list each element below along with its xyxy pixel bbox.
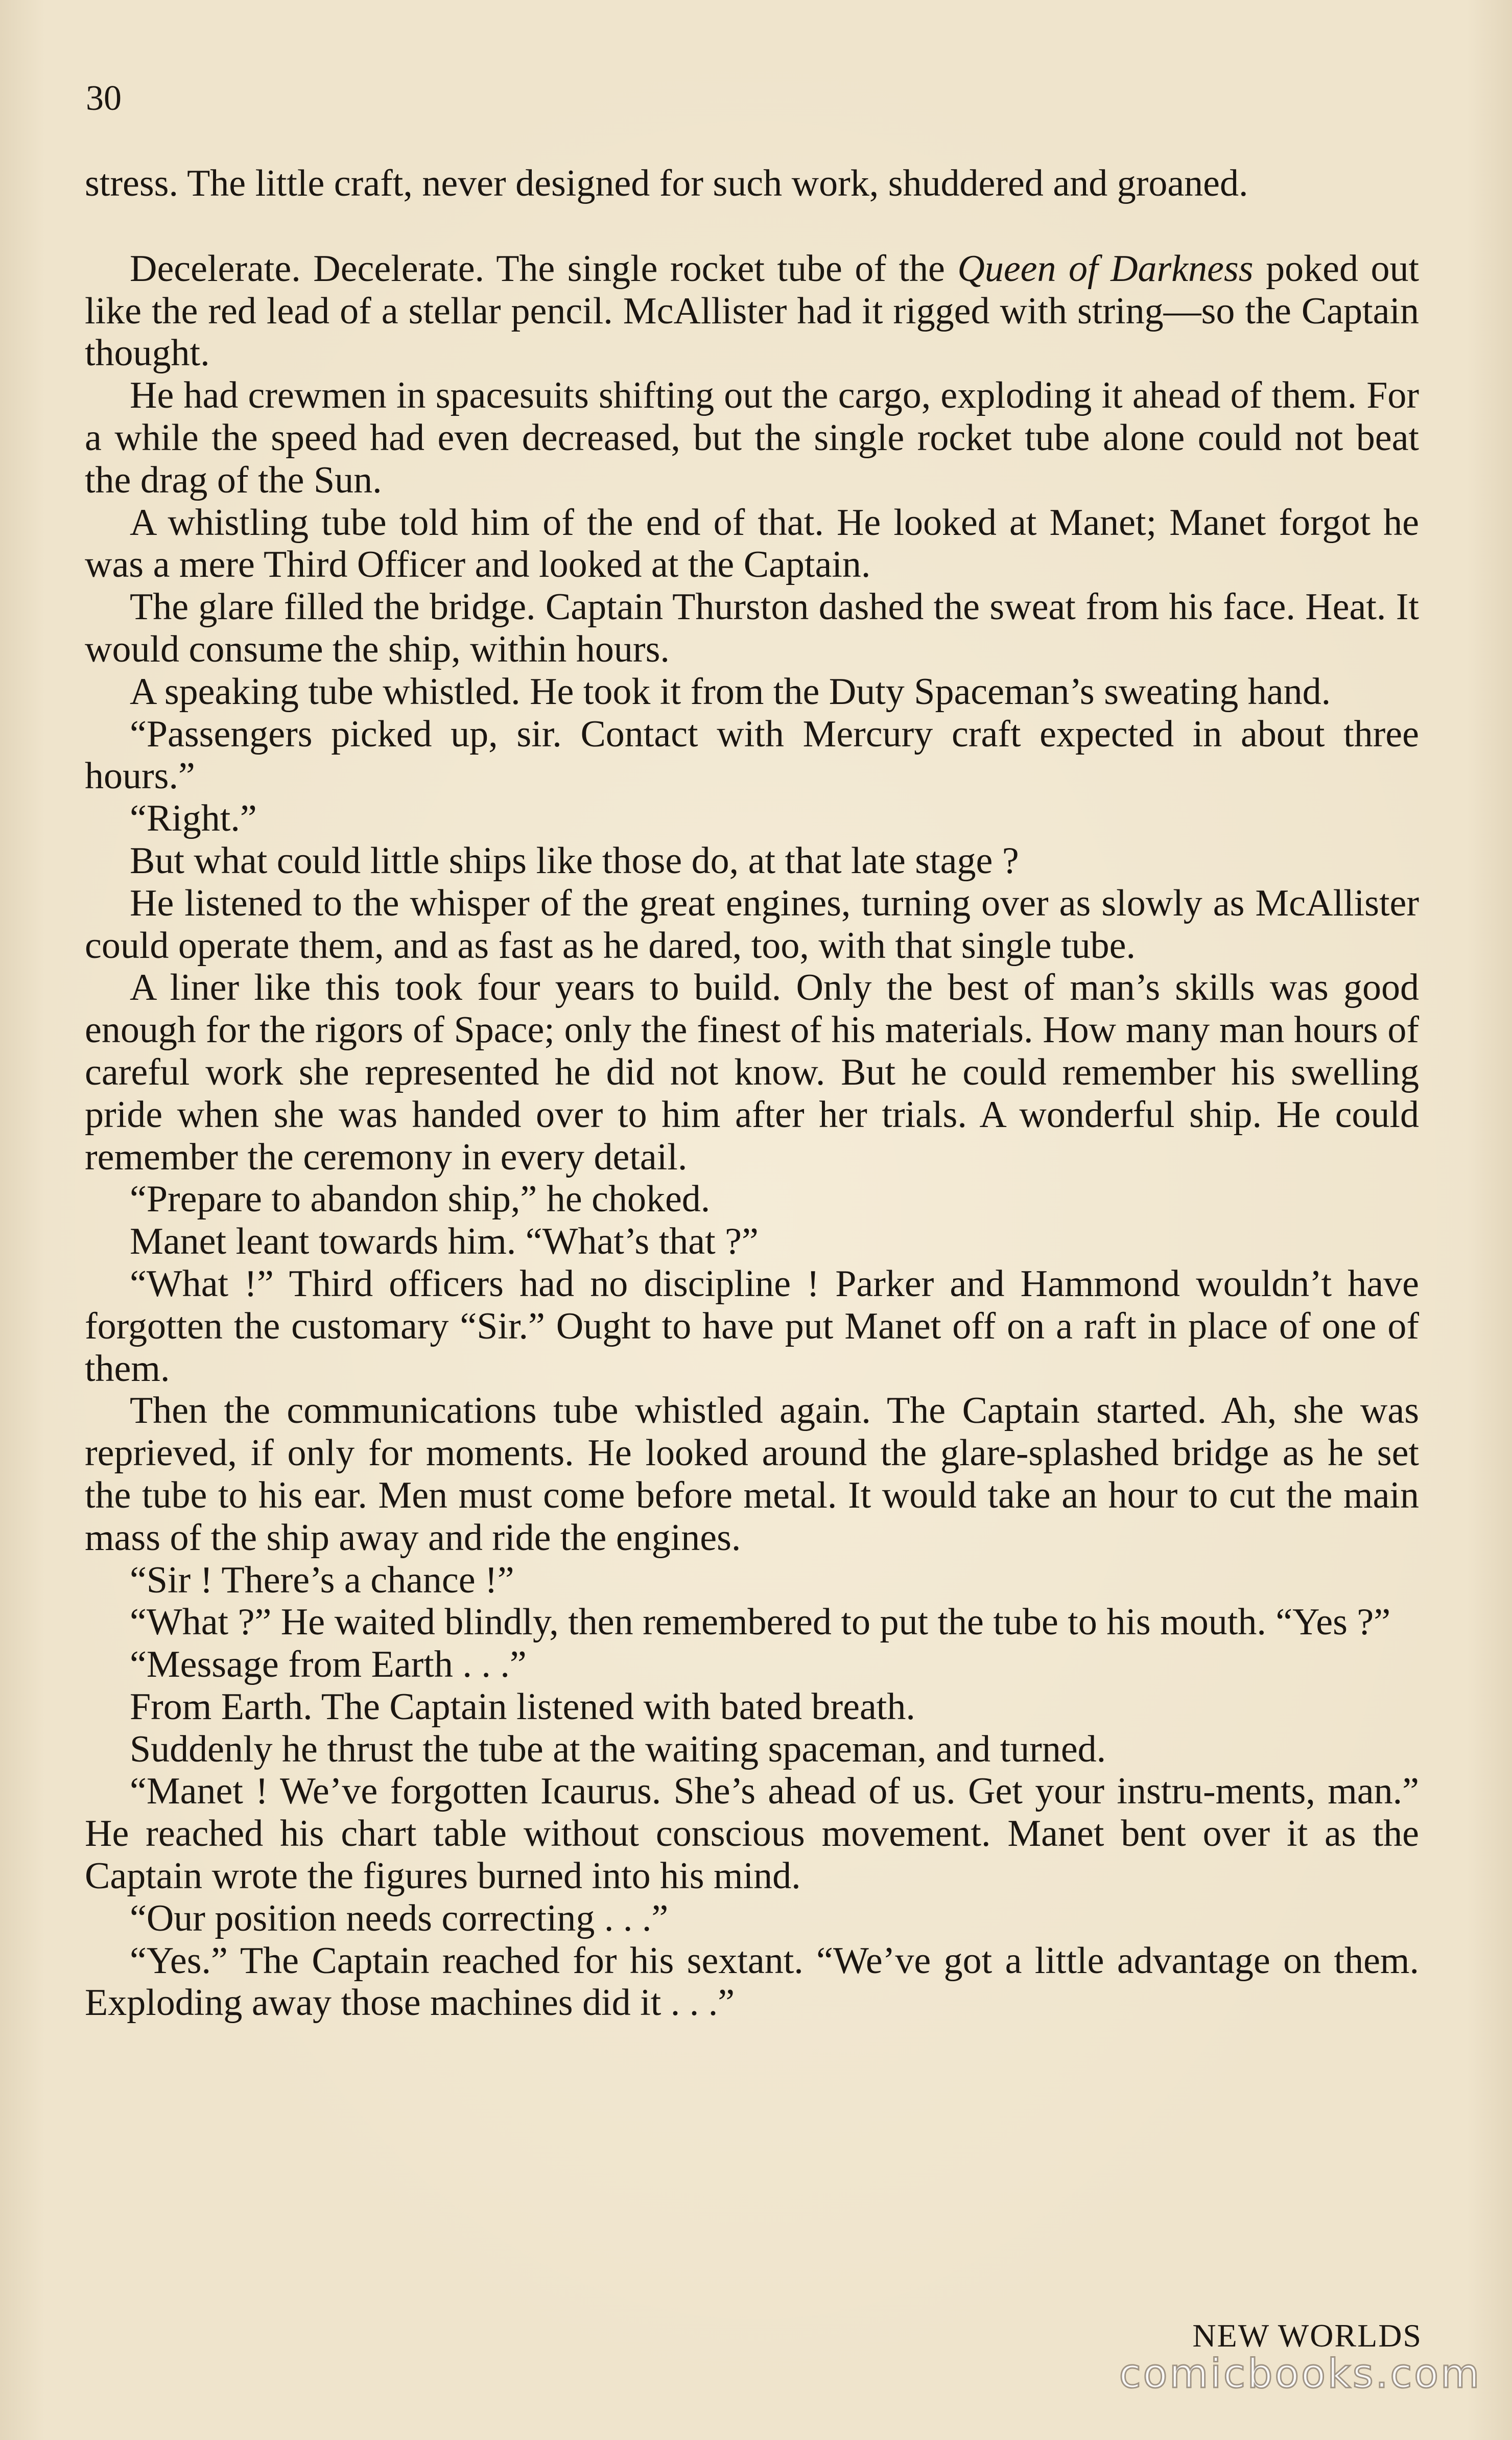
paragraph: A whistling tube told him of the end of that. He looked at Manet; Manet forgot he was a mere Third Officer and looked at the Captain. — [85, 501, 1419, 586]
paragraph: A speaking tube whistled. He took it from the Duty Spaceman’s sweating hand. — [130, 670, 1331, 713]
story-text — [85, 162, 1419, 2024]
paragraph: “Yes.” The Captain reached for his sextant. “We’ve got a little advantage on them. Exploding away those machines did it . . .” — [85, 1939, 1419, 2024]
paragraph: A liner like this took four years to build. Only the best of man’s skills was good enough for the rigors of Space; only the finest of his materials. How many man hours of careful work she represented he did not know. But he could remember his swelling pride when she was handed over to him after her trials. A wonderful ship. He could remember the ceremony in every detail. — [85, 967, 1419, 1178]
paragraph: “What ?” He waited blindly, then remembered to put the tube to his mouth. “Yes ?” — [130, 1601, 1391, 1644]
paragraph-text: Decelerate. Decelerate. The single rocket tube of the — [130, 247, 958, 290]
paragraph: Manet leant towards him. “What’s that ?” — [130, 1221, 759, 1263]
paragraph: “Right.” — [130, 797, 257, 840]
paragraph: Then the communications tube whistled again. The Captain started. Ah, she was reprieved, if only for moments. He looked around the glare-splashed bridge as he set the tube to his ear. Men must come before metal. It would take an hour to cut the main mass of the ship away and ride the engines. — [85, 1390, 1419, 1559]
paragraph: From Earth. The Captain listened with bated breath. — [130, 1685, 915, 1728]
paragraph: The glare filled the bridge. Captain Thurston dashed the sweat from his face. Heat. It would consume the ship, within hours. — [85, 586, 1419, 670]
paragraph-text: poked out like the red lead of a stellar pencil. McAllister had it rigged with string—so the Captain thought. — [85, 247, 1420, 374]
paragraph: “What !” Third officers had no discipline ! Parker and Hammond wouldn’t have forgotten the customary “Sir.” Ought to have put Manet off on a raft in place of one of them. — [85, 1262, 1419, 1390]
page-number: 30 — [86, 79, 122, 118]
paragraph: stress. The little craft, never designed for such work, shuddered and groaned. — [85, 162, 1248, 204]
paragraph: “Passengers picked up, sir. Contact with Mercury craft expected in about three hours.” — [85, 713, 1419, 797]
paragraph: He had crewmen in spacesuits shifting out the cargo, exploding it ahead of them. For a while the speed had even decreased, but the single rocket tube alone could not beat the drag of the Sun. — [85, 374, 1419, 501]
paragraph: Suddenly he thrust the tube at the waiting spaceman, and turned. — [130, 1728, 1106, 1770]
magazine-title-footer: NEW WORLDS — [1192, 2317, 1422, 2354]
paragraph: “Prepare to abandon ship,” he choked. — [130, 1178, 711, 1221]
paragraph — [85, 248, 1419, 374]
paragraph: “Sir ! There’s a chance !” — [130, 1559, 514, 1601]
paragraph: “Manet ! We’ve forgotten Icaurus. She’s ahead of us. Get your instru-ments, man.” He reached his chart table without conscious movement. Manet bent over it as the Captain wrote the figures burned into his mind. — [85, 1770, 1419, 1897]
paragraph: “Our position needs correcting . . .” — [130, 1897, 669, 1939]
watermark: comicbooks.com — [1119, 2351, 1481, 2397]
paragraph: He listened to the whisper of the great engines, turning over as slowly as McAllister could operate them, and as fast as he dared, too, with that single tube. — [85, 882, 1419, 967]
paragraph: “Message from Earth . . .” — [130, 1644, 527, 1686]
paragraph: But what could little ships like those do, at that late stage ? — [130, 839, 1019, 882]
ship-name: Queen of Darkness — [957, 247, 1254, 290]
